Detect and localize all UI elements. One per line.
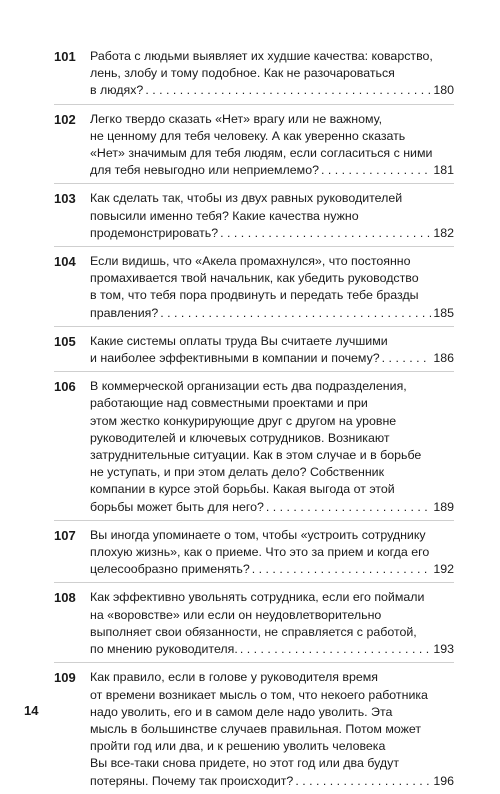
dot-leader [382, 350, 432, 367]
entry-line: борьбы может быть для него? [90, 499, 264, 514]
entry-number: 105 [54, 333, 76, 349]
entry-number: 101 [54, 49, 76, 64]
toc-entry [54, 183, 454, 246]
entry-last-line [90, 305, 454, 322]
entry-line: повысили именно тебя? Какие качества нужно [90, 208, 359, 223]
entry-number: 107 [54, 527, 76, 543]
entry-line: Легко твердо сказать «Нет» врагу или не важному, [90, 111, 383, 126]
entry-line: продемонстрировать? [90, 225, 219, 240]
entry-line: надо уволить, его и в самом деле надо уволить. Эта [90, 704, 393, 719]
entry-line: лень, злобу и тому подобное. Как не разочароваться [90, 66, 395, 81]
entry-page-number: 192 [433, 562, 454, 577]
entry-line: компании в курсе этой борьбы. Какая выгода от этой [90, 482, 395, 497]
entry-line: руководителей и ключевых сотрудников. Возникают [90, 430, 390, 445]
entry-page-number: 186 [433, 351, 454, 366]
entry-line: правления? [90, 305, 159, 320]
entry-page-number: 196 [433, 773, 454, 788]
toc-entry [54, 104, 454, 184]
entry-line: для тебя невыгодно или неприемлемо? [90, 163, 319, 178]
entry-number: 109 [54, 670, 76, 686]
entry-last-line [90, 641, 454, 658]
dot-leader [266, 499, 431, 516]
entry-page-number: 182 [433, 225, 454, 240]
entry-line: Работа с людьми выявляет их худшие качества: коварство, [90, 49, 433, 63]
entry-last-line [90, 162, 454, 179]
entry-last-line [90, 350, 454, 367]
toc-entry [54, 582, 454, 662]
entry-page-number: 180 [433, 83, 454, 98]
entry-text [90, 669, 454, 789]
toc-entry [54, 520, 454, 583]
entry-number: 102 [54, 111, 76, 127]
entry-line: не ценному для тебя человеку. А как уверенно сказать [90, 128, 406, 143]
entry-line: пройти год или два, и к решению уволить человека [90, 739, 386, 754]
entry-line: мысль в большинстве случаев правильная. Потом может [90, 721, 422, 736]
entry-text [90, 527, 454, 579]
entry-text [90, 589, 454, 658]
dot-leader [252, 561, 432, 578]
entry-line: в людях? [90, 83, 144, 98]
entry-line: на «воровстве» или если он неудовлетворительно [90, 607, 382, 622]
dot-leader [321, 162, 431, 179]
entry-line: Как сделать так, чтобы из двух равных руководителей [90, 191, 403, 206]
table-of-contents [54, 46, 454, 794]
entry-line: потеряны. Почему так происходит? [90, 773, 294, 788]
entry-line: «Нет» значимым для тебя людям, если согласиться с ними [90, 146, 433, 161]
entry-line: В коммерческой организации есть два подразделения, [90, 379, 407, 394]
entry-line: промахивается твой начальник, как убедить руководство [90, 271, 419, 286]
entry-number: 106 [54, 379, 76, 395]
entry-last-line [90, 82, 454, 99]
entry-line: плохую жизнь», как о приеме. Что это за прием и когда его [90, 545, 430, 560]
dot-leader [295, 773, 431, 790]
entry-line: целесообразно применять? [90, 562, 250, 577]
entry-page-number: 193 [433, 642, 454, 657]
entry-last-line [90, 499, 454, 516]
entry-line: и наиболее эффективными в компании и почему? [90, 351, 380, 366]
entry-line: этом жестко конкурирующие друг с другом на уровне [90, 413, 397, 428]
entry-page-number: 181 [433, 163, 454, 178]
toc-entry [54, 662, 454, 793]
toc-entry [54, 246, 454, 326]
entry-line: не уступать, и при этом делать дело? Собственник [90, 465, 385, 480]
entry-text [90, 48, 454, 100]
entry-line: Как правило, если в голове у руководителя время [90, 670, 378, 685]
entry-line: Как эффективно увольнять сотрудника, если его поймали [90, 590, 425, 605]
dot-leader [145, 82, 431, 99]
toc-entry [54, 326, 454, 371]
entry-line: по мнению руководителя. [90, 642, 238, 657]
entry-page-number: 189 [433, 499, 454, 514]
entry-text [90, 190, 454, 242]
dot-leader [160, 305, 431, 322]
entry-number: 108 [54, 590, 76, 606]
entry-line: работающие над совместными проектами и при [90, 396, 368, 411]
dot-leader [240, 641, 432, 658]
entry-text [90, 378, 454, 516]
entry-text [90, 333, 454, 367]
toc-entry [54, 371, 454, 520]
dot-leader [220, 225, 431, 242]
entry-last-line [90, 561, 454, 578]
entry-line: в том, что тебя пора продвинуть и передать тебе бразды [90, 288, 419, 303]
entry-text [90, 253, 454, 322]
entry-number: 103 [54, 191, 76, 207]
entry-number: 104 [54, 254, 76, 270]
entry-line: Вы все-таки снова придете, но этот год или два будут [90, 756, 399, 771]
entry-line: Вы иногда упоминаете о том, чтобы «устроить сотруднику [90, 527, 426, 542]
entry-line: выполняет свои обязанности, не справляется с работой, [90, 624, 417, 639]
entry-line: затруднительные ситуации. Как в этом случае и в борьбе [90, 448, 422, 463]
page-number: 14 [24, 703, 39, 718]
entry-line: от времени возникает мысль о том, что некоего работника [90, 687, 428, 702]
entry-line: Если видишь, что «Акела промахнулся», что постоянно [90, 254, 411, 269]
entry-last-line [90, 225, 454, 242]
entry-text [90, 111, 454, 180]
entry-line: Какие системы оплаты труда Вы считаете лучшими [90, 333, 388, 348]
entry-page-number: 185 [433, 305, 454, 320]
toc-entry [54, 46, 454, 104]
entry-last-line [90, 773, 454, 790]
